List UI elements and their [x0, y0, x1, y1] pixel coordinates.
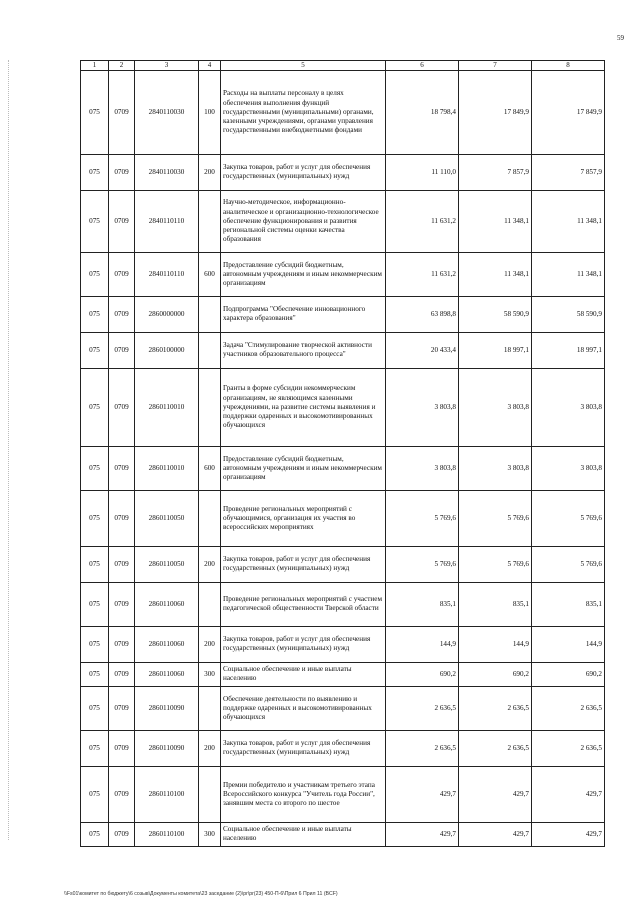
description-cell: Обеспечение деятельности по выявлению и поддержке одаренных и высокомотивированных обучающихся: [221, 686, 386, 730]
admin-code-cell: 075: [81, 662, 109, 686]
admin-code-cell: 075: [81, 252, 109, 296]
expense-type-cell: 200: [199, 546, 221, 582]
section-code-cell: 0709: [109, 766, 135, 822]
amount-year3-cell: 429,7: [532, 766, 605, 822]
expense-type-cell: 200: [199, 154, 221, 190]
section-code-cell: 0709: [109, 662, 135, 686]
amount-year1-cell: 5 769,6: [386, 490, 459, 546]
description-cell: Закупка товаров, работ и услуг для обеспечения государственных (муниципальных) нужд: [221, 626, 386, 662]
description-cell: Закупка товаров, работ и услуг для обеспечения государственных (муниципальных) нужд: [221, 154, 386, 190]
section-code-cell: 0709: [109, 446, 135, 490]
amount-year2-cell: 3 803,8: [459, 446, 532, 490]
admin-code-cell: 075: [81, 546, 109, 582]
target-article-cell: 2860000000: [135, 296, 199, 332]
amount-year1-cell: 3 803,8: [386, 368, 459, 446]
description-cell: Закупка товаров, работ и услуг для обеспечения государственных (муниципальных) нужд: [221, 546, 386, 582]
description-cell: Проведение региональных мероприятий с обучающимися, организация их участия во всероссийских мероприятиях: [221, 490, 386, 546]
description-cell: Предоставление субсидий бюджетным, автономным учреждениям и иным некоммерческим организациям: [221, 252, 386, 296]
target-article-cell: 2860110090: [135, 686, 199, 730]
amount-year1-cell: 11 110,0: [386, 154, 459, 190]
section-code-cell: 0709: [109, 190, 135, 252]
table-row: [81, 582, 605, 626]
admin-code-cell: 075: [81, 332, 109, 368]
table-row: [81, 70, 605, 154]
description-cell: Проведение региональных мероприятий с участием педагогической общественности Тверской области: [221, 582, 386, 626]
amount-year2-cell: 2 636,5: [459, 686, 532, 730]
table-row: [81, 332, 605, 368]
amount-year1-cell: 144,9: [386, 626, 459, 662]
admin-code-cell: 075: [81, 686, 109, 730]
admin-code-cell: 075: [81, 626, 109, 662]
section-code-cell: 0709: [109, 582, 135, 626]
table-row: [81, 252, 605, 296]
table-row: [81, 446, 605, 490]
amount-year1-cell: 835,1: [386, 582, 459, 626]
amount-year3-cell: 2 636,5: [532, 686, 605, 730]
table-row: [81, 626, 605, 662]
amount-year1-cell: 11 631,2: [386, 252, 459, 296]
amount-year1-cell: 3 803,8: [386, 446, 459, 490]
file-path-footer: \\Fs01\комитет по бюджету\6 созыв\Документы комитета\23 заседание (2)\pr\pr(23) 450-П-6\Прил 6 Прил 11 (BCF): [64, 891, 338, 897]
table-header-row: [81, 61, 605, 71]
section-code-cell: 0709: [109, 490, 135, 546]
admin-code-cell: 075: [81, 154, 109, 190]
section-code-cell: 0709: [109, 686, 135, 730]
amount-year1-cell: 429,7: [386, 822, 459, 846]
amount-year3-cell: 5 769,6: [532, 546, 605, 582]
amount-year1-cell: 429,7: [386, 766, 459, 822]
amount-year2-cell: 2 636,5: [459, 730, 532, 766]
expense-type-cell: [199, 332, 221, 368]
amount-year2-cell: 144,9: [459, 626, 532, 662]
section-code-cell: 0709: [109, 332, 135, 368]
amount-year3-cell: 58 590,9: [532, 296, 605, 332]
amount-year2-cell: 17 849,9: [459, 70, 532, 154]
expense-type-cell: 100: [199, 70, 221, 154]
table-row: [81, 368, 605, 446]
description-cell: Гранты в форме субсидии некоммерческим организациям, не являющимся казенными учреждениями, на развитие системы выявления и поддержки одаренных и высокомотивированных обучающихся: [221, 368, 386, 446]
column-header: 7: [459, 61, 532, 71]
section-code-cell: 0709: [109, 154, 135, 190]
expense-type-cell: [199, 582, 221, 626]
target-article-cell: 2840110030: [135, 70, 199, 154]
amount-year1-cell: 2 636,5: [386, 730, 459, 766]
expense-type-cell: [199, 296, 221, 332]
amount-year3-cell: 18 997,1: [532, 332, 605, 368]
expense-type-cell: [199, 368, 221, 446]
amount-year2-cell: 5 769,6: [459, 546, 532, 582]
column-header: 4: [199, 61, 221, 71]
table-row: [81, 662, 605, 686]
expense-type-cell: [199, 766, 221, 822]
expense-type-cell: 200: [199, 626, 221, 662]
table-row: [81, 190, 605, 252]
target-article-cell: 2860110010: [135, 446, 199, 490]
table-row: [81, 154, 605, 190]
target-article-cell: 2860110060: [135, 662, 199, 686]
amount-year2-cell: 11 348,1: [459, 252, 532, 296]
expense-type-cell: 200: [199, 730, 221, 766]
description-cell: Расходы на выплаты персоналу в целях обеспечения выполнения функций государственными (муниципальными) органами, казенными учреждениями, органами управления государственными внебюджетными фондами: [221, 70, 386, 154]
amount-year2-cell: 7 857,9: [459, 154, 532, 190]
section-code-cell: 0709: [109, 822, 135, 846]
expense-type-cell: [199, 490, 221, 546]
table-row: [81, 546, 605, 582]
amount-year3-cell: 835,1: [532, 582, 605, 626]
expense-type-cell: 600: [199, 446, 221, 490]
section-code-cell: 0709: [109, 252, 135, 296]
section-code-cell: 0709: [109, 296, 135, 332]
admin-code-cell: 075: [81, 490, 109, 546]
amount-year3-cell: 144,9: [532, 626, 605, 662]
description-cell: Премии победителю и участникам третьего этапа Всероссийского конкурса "Учитель года России", занявшим места со второго по шестое: [221, 766, 386, 822]
amount-year1-cell: 18 798,4: [386, 70, 459, 154]
amount-year2-cell: 3 803,8: [459, 368, 532, 446]
target-article-cell: 2860110050: [135, 546, 199, 582]
table-row: [81, 822, 605, 846]
amount-year3-cell: 11 348,1: [532, 252, 605, 296]
admin-code-cell: 075: [81, 368, 109, 446]
amount-year1-cell: 20 433,4: [386, 332, 459, 368]
admin-code-cell: 075: [81, 446, 109, 490]
page-number: 59: [617, 34, 624, 42]
amount-year2-cell: 690,2: [459, 662, 532, 686]
description-cell: Закупка товаров, работ и услуг для обеспечения государственных (муниципальных) нужд: [221, 730, 386, 766]
column-header: 1: [81, 61, 109, 71]
section-code-cell: 0709: [109, 626, 135, 662]
column-header: 3: [135, 61, 199, 71]
table-row: [81, 766, 605, 822]
margin-dotted-line: [8, 60, 13, 840]
description-cell: Подпрограмма "Обеспечение инновационного характера образования": [221, 296, 386, 332]
expense-type-cell: [199, 686, 221, 730]
amount-year2-cell: 58 590,9: [459, 296, 532, 332]
target-article-cell: 2860110010: [135, 368, 199, 446]
expense-type-cell: [199, 190, 221, 252]
amount-year2-cell: 18 997,1: [459, 332, 532, 368]
amount-year3-cell: 3 803,8: [532, 446, 605, 490]
admin-code-cell: 075: [81, 190, 109, 252]
admin-code-cell: 075: [81, 822, 109, 846]
amount-year3-cell: 3 803,8: [532, 368, 605, 446]
section-code-cell: 0709: [109, 730, 135, 766]
table-row: [81, 686, 605, 730]
column-header: 2: [109, 61, 135, 71]
target-article-cell: 2860110090: [135, 730, 199, 766]
amount-year3-cell: 5 769,6: [532, 490, 605, 546]
target-article-cell: 2860110100: [135, 822, 199, 846]
amount-year2-cell: 11 348,1: [459, 190, 532, 252]
target-article-cell: 2860110060: [135, 626, 199, 662]
amount-year3-cell: 429,7: [532, 822, 605, 846]
amount-year2-cell: 835,1: [459, 582, 532, 626]
section-code-cell: 0709: [109, 546, 135, 582]
amount-year2-cell: 429,7: [459, 822, 532, 846]
description-cell: Научно-методическое, информационно-аналитическое и организационно-технологическое обеспечение функционирования и развития региональной системы оценки качества образования: [221, 190, 386, 252]
admin-code-cell: 075: [81, 766, 109, 822]
description-cell: Социальное обеспечение и иные выплаты населению: [221, 822, 386, 846]
amount-year1-cell: 690,2: [386, 662, 459, 686]
table-row: [81, 296, 605, 332]
amount-year1-cell: 5 769,6: [386, 546, 459, 582]
target-article-cell: 2860110100: [135, 766, 199, 822]
expense-type-cell: 300: [199, 662, 221, 686]
admin-code-cell: 075: [81, 70, 109, 154]
description-cell: Задача "Стимулирование творческой активности участников образовательного процесса": [221, 332, 386, 368]
column-header: 8: [532, 61, 605, 71]
amount-year3-cell: 7 857,9: [532, 154, 605, 190]
amount-year2-cell: 5 769,6: [459, 490, 532, 546]
column-header: 5: [221, 61, 386, 71]
expense-type-cell: 300: [199, 822, 221, 846]
amount-year3-cell: 690,2: [532, 662, 605, 686]
expense-type-cell: 600: [199, 252, 221, 296]
target-article-cell: 2860100000: [135, 332, 199, 368]
target-article-cell: 2860110060: [135, 582, 199, 626]
table-row: [81, 490, 605, 546]
amount-year1-cell: 11 631,2: [386, 190, 459, 252]
target-article-cell: 2840110030: [135, 154, 199, 190]
column-header: 6: [386, 61, 459, 71]
description-cell: Предоставление субсидий бюджетным, автономным учреждениям и иным некоммерческим организациям: [221, 446, 386, 490]
amount-year3-cell: 2 636,5: [532, 730, 605, 766]
amount-year3-cell: 17 849,9: [532, 70, 605, 154]
target-article-cell: 2840110110: [135, 252, 199, 296]
target-article-cell: 2860110050: [135, 490, 199, 546]
amount-year2-cell: 429,7: [459, 766, 532, 822]
admin-code-cell: 075: [81, 296, 109, 332]
amount-year3-cell: 11 348,1: [532, 190, 605, 252]
section-code-cell: 0709: [109, 368, 135, 446]
budget-table: [80, 60, 605, 847]
amount-year1-cell: 2 636,5: [386, 686, 459, 730]
section-code-cell: 0709: [109, 70, 135, 154]
table-row: [81, 730, 605, 766]
admin-code-cell: 075: [81, 582, 109, 626]
admin-code-cell: 075: [81, 730, 109, 766]
target-article-cell: 2840110110: [135, 190, 199, 252]
amount-year1-cell: 63 898,8: [386, 296, 459, 332]
description-cell: Социальное обеспечение и иные выплаты населению: [221, 662, 386, 686]
